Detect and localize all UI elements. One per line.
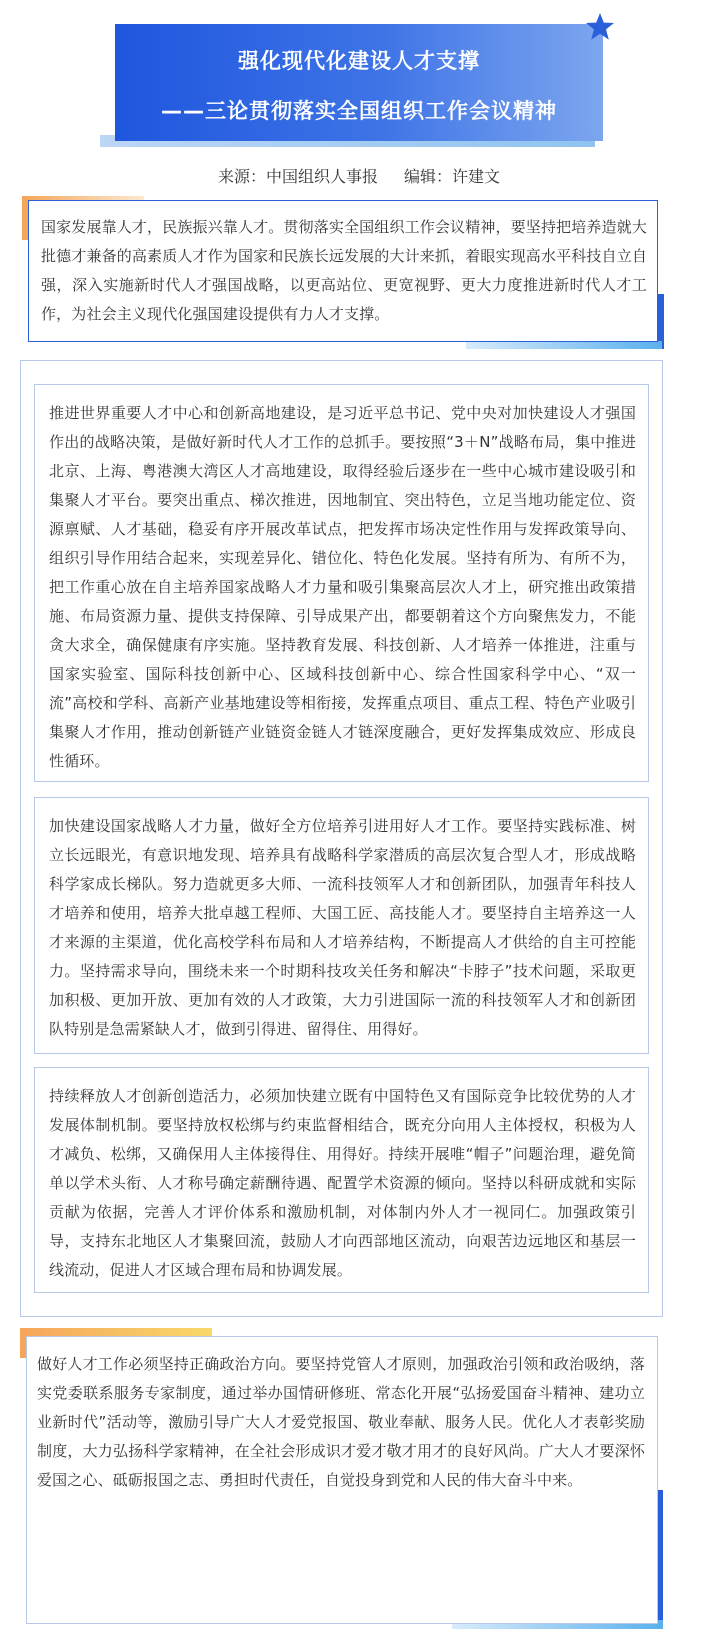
star-icon (585, 12, 615, 42)
section-box-2 (34, 797, 649, 1054)
section-paragraph-2: 加快建设国家战略人才力量，做好全方位培养引进用好人才工作。要坚持实践标准、树立长远眼光，有意识地发现、培养具有战略科学家潜质的高层次复合型人才，形成战略科学家成长梯队。努力造就更多大师、一流科技领军人才和创新团队，加强青年科技人才培养和使用，培养大批卓越工程师、大国工匠、高技能人才。要坚持自主培养这一人才来源的主渠道，优化高校学科布局和人才培养结构，不断提高人才供给的自主可控能力。坚持需求导向，围绕未来一个时期科技攻关任务和解决“卡脖子”技术问题，采取更加积极、更加开放、更加有效的人才政策，大力引进国际一流的科技领军人才和创新团队特别是急需紧缺人才，做到引得进、留得住、用得好。 (49, 817, 636, 1038)
source-line (0, 164, 718, 187)
closing-paragraph: 做好人才工作必须坚持正确政治方向。要坚持党管人才原则，加强政治引领和政治吸纳，落实党委联系服务专家制度，通过举办国情研修班、常态化开展“弘扬爱国奋斗精神、建功立业新时代”活动等，激励引导广大人才爱党报国、敬业奉献、服务人民。优化人才表彰奖励制度，大力弘扬科学家精神，在全社会形成识才爱才敬才用才的良好风尚。广大人才要深怀爱国之心、砥砺报国之志、勇担时代责任，自觉投身到党和人民的伟大奋斗中来。 (37, 1355, 645, 1489)
section-paragraph-3: 持续释放人才创新创造活力，必须加快建立既有中国特色又有国际竞争比较优势的人才发展体制机制。要坚持放权松绑与约束监督相结合，既充分向用人主体授权，积极为人才减负、松绑，又确保用人主体接得住、用得好。持续开展唯“帽子”问题治理，避免简单以学术头衔、人才称号确定薪酬待遇、配置学术资源的倾向。坚持以科研成就和实际贡献为依据，完善人才评价体系和激励机制，对体制内外人才一视同仁。加强政策引导，支持东北地区人才集聚回流，鼓励人才向西部地区流动，向艰苦边远地区和基层一线流动，促进人才区域合理布局和协调发展。 (49, 1087, 636, 1279)
closing-accent-top (20, 1328, 212, 1336)
intro-box (28, 200, 658, 342)
section-box-3 (34, 1067, 649, 1293)
intro-paragraph: 国家发展靠人才，民族振兴靠人才。贯彻落实全国组织工作会议精神，要坚持把培养造就大批德才兼备的高素质人才作为国家和民族长远发展的大计来抓，着眼实现高水平科技自立自强，深入实施新时代人才强国战略，以更高站位、更宽视野、更大力度推进新时代人才工作，为社会主义现代化强国建设提供有力人才支撑。 (41, 218, 648, 323)
section-box-1 (34, 384, 649, 782)
page-subtitle: ——三论贯彻落实全国组织工作会议精神 (161, 99, 557, 123)
page-title: 强化现代化建设人才支撑 (238, 49, 480, 73)
source-text: 来源：中国组织人事报 (217, 167, 378, 186)
editor-text: 编辑：许建文 (404, 167, 501, 186)
closing-box (26, 1336, 658, 1624)
intro-accent-bottom (466, 341, 662, 349)
section-paragraph-1: 推进世界重要人才中心和创新高地建设，是习近平总书记、党中央对加快建设人才强国作出的战略决策，是做好新时代人才工作的总抓手。要按照“3＋N”战略布局，集中推进北京、上海、粤港澳大湾区人才高地建设，取得经验后逐步在一些中心城市建设吸引和集聚人才平台。要突出重点、梯次推进，因地制宜、突出特色，立足当地功能定位、资源禀赋、人才基础，稳妥有序开展改革试点，把发挥市场决定性作用与发挥政策导向、组织引导作用结合起来，实现差异化、错位化、特色化发展。坚持有所为、有所不为，把工作重心放在自主培养国家战略人才力量和吸引集聚高层次人才上，研究推出政策措施、布局资源力量、提供支持保障、引导成果产出，都要朝着这个方向聚焦发力，不能贪大求全，确保健康有序实施。坚持教育发展、科技创新、人才培养一体推进，注重与国家实验室、国际科技创新中心、区域科技创新中心、综合性国家科学中心、“双一流”高校和学科、高新产业基地建设等相衔接，发挥重点项目、重点工程、特色产业吸引集聚人才作用，推动创新链产业链资金链人才链深度融合，更好发挥集成效应、形成良性循环。 (49, 404, 636, 770)
